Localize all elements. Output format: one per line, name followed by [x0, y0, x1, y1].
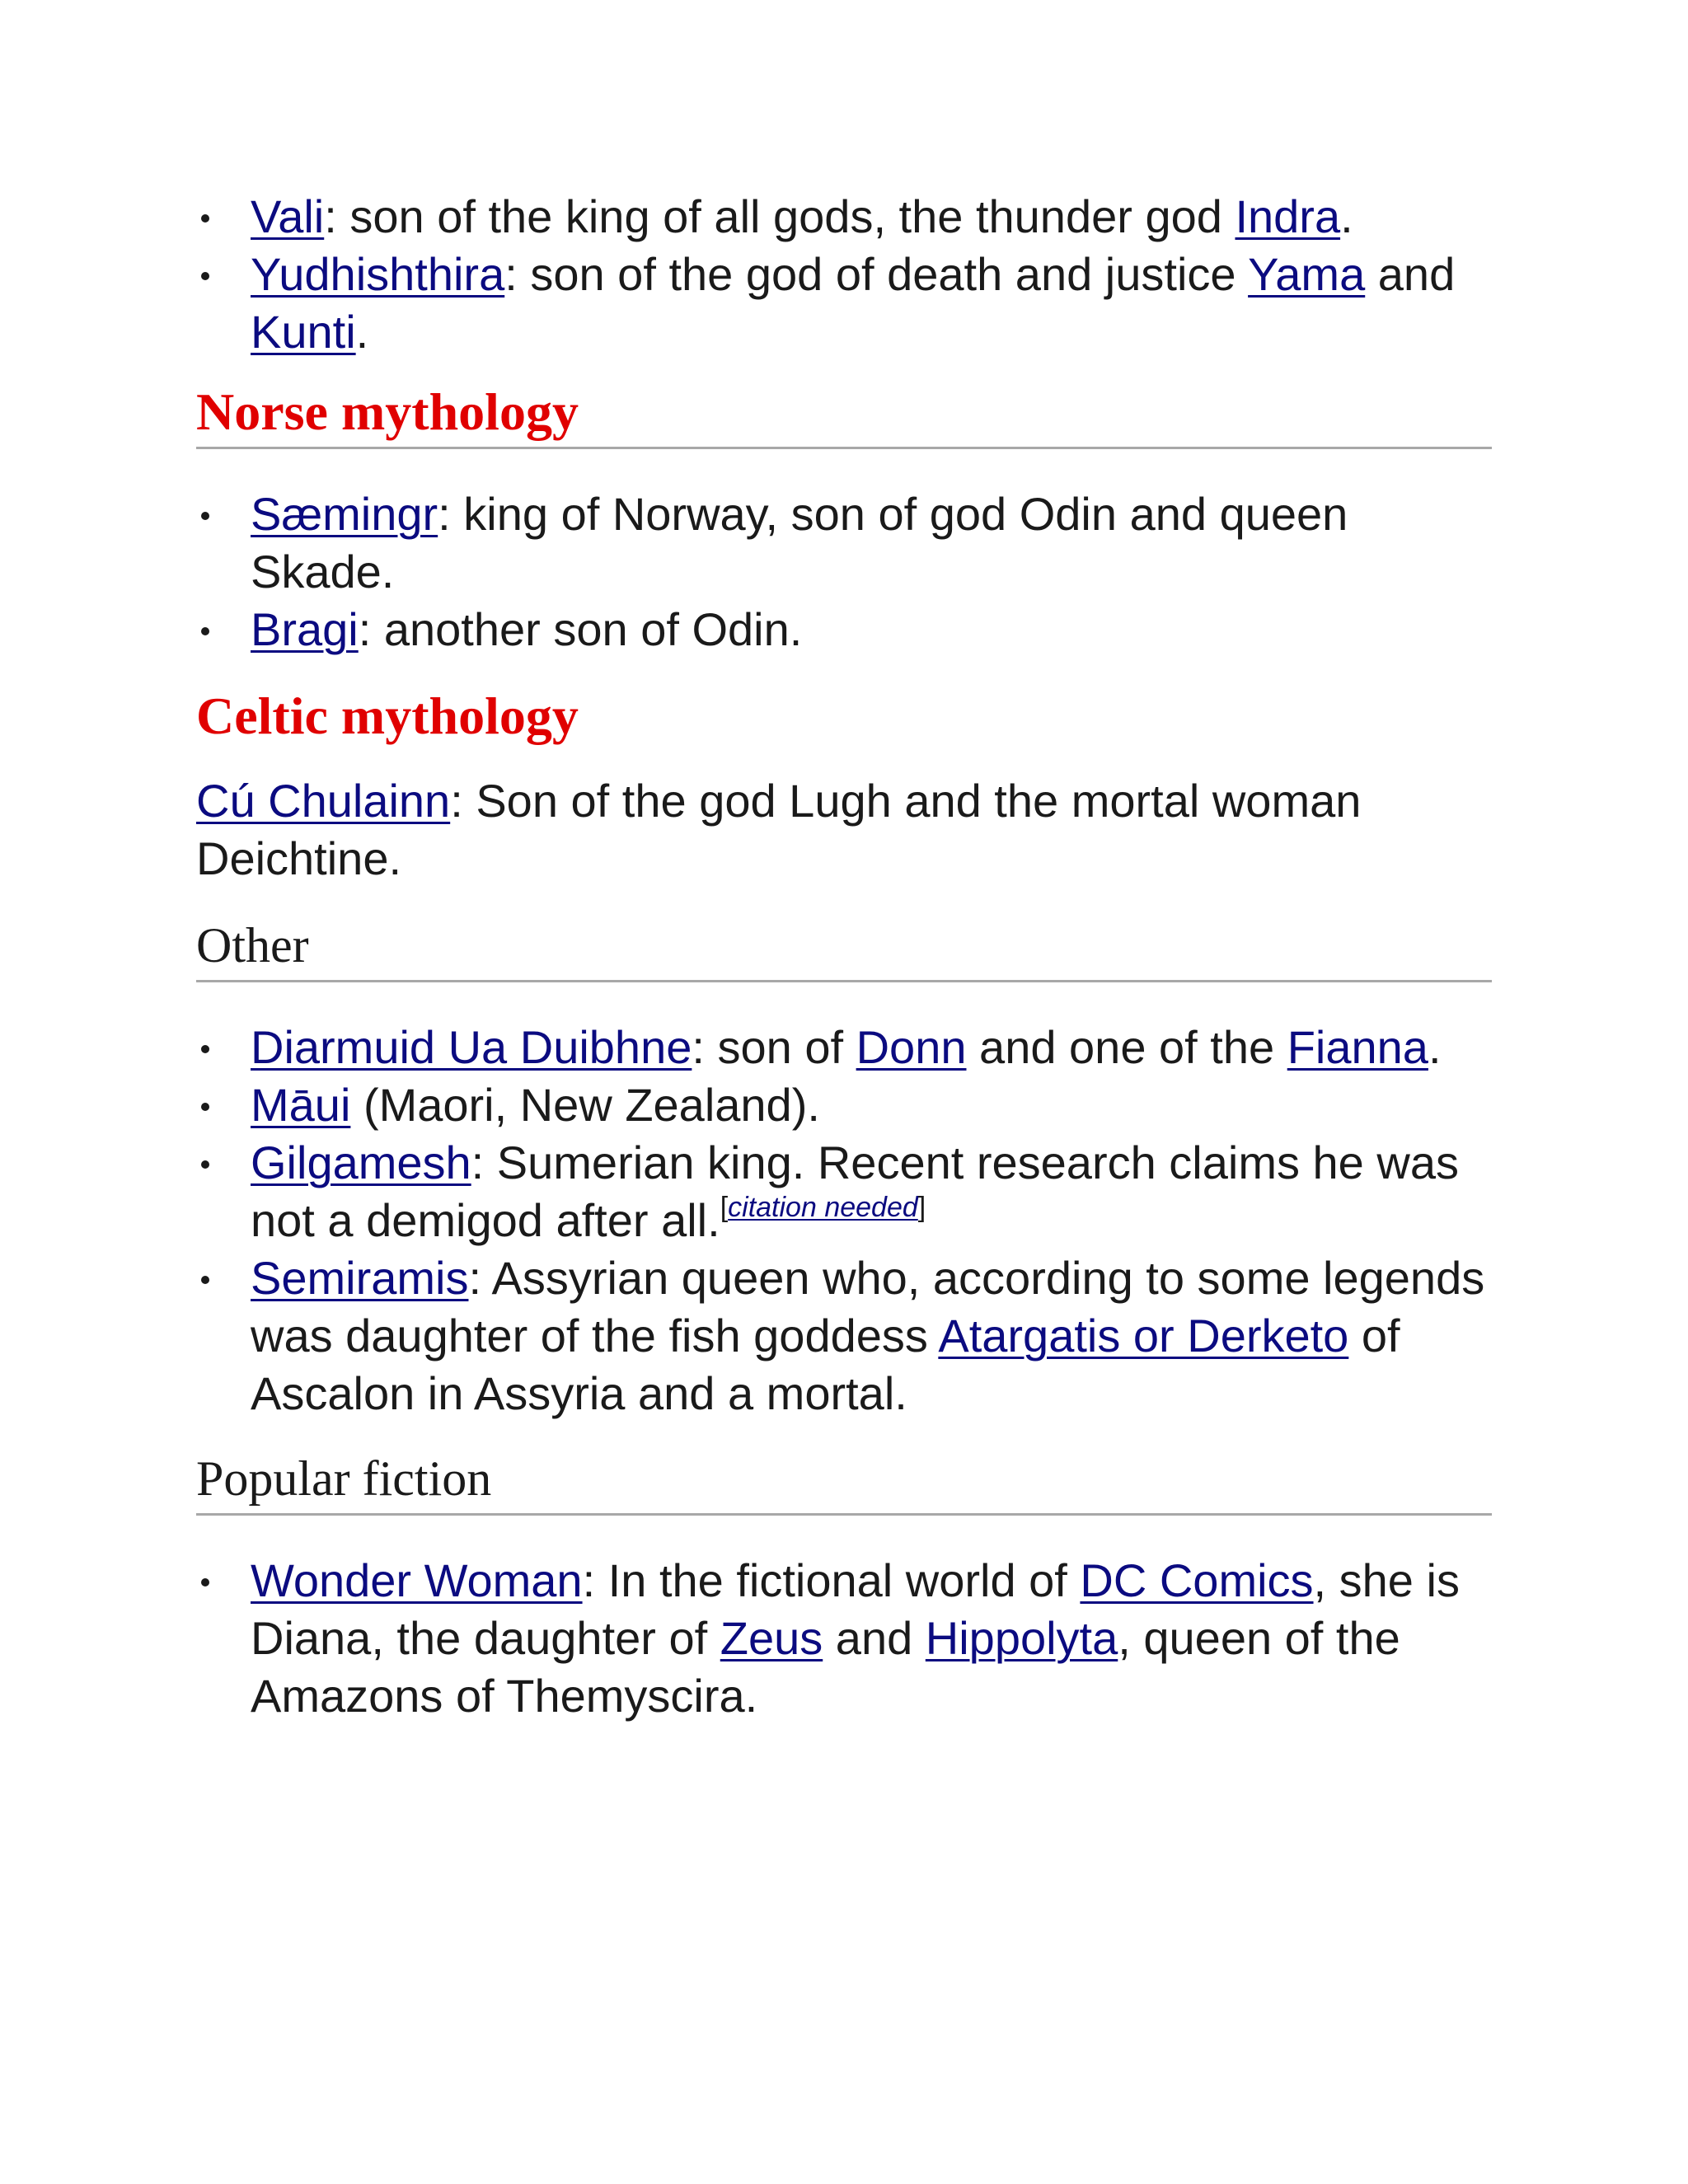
link-saemingr[interactable]: Sæmingr: [251, 488, 438, 540]
section-divider: [196, 1513, 1492, 1516]
list-item: [196, 1249, 1492, 1422]
fiction-list: [196, 1552, 1492, 1725]
list-item: [196, 246, 1492, 361]
list-item: [196, 1134, 1492, 1249]
item-text: , queen of the Amazons of Themyscira.: [251, 1612, 1400, 1722]
link-gilgamesh[interactable]: Gilgamesh: [251, 1137, 471, 1188]
citation-bracket: [: [720, 1192, 729, 1223]
list-item: [196, 188, 1492, 246]
item-text: : king of Norway, son of god Odin and queen Skade.: [251, 488, 1348, 598]
celtic-paragraph: [196, 772, 1492, 888]
document-page: [196, 188, 1492, 1725]
link-wonder-woman[interactable]: Wonder Woman: [251, 1554, 583, 1606]
section-divider: [196, 447, 1492, 449]
hindu-demigod-list: [196, 188, 1492, 361]
item-text: : Assyrian queen who, according to some legends was daughter of the fish goddess: [251, 1252, 1485, 1361]
item-text: of Ascalon in Assyria and a mortal.: [251, 1310, 1400, 1419]
item-text: : son of: [692, 1021, 856, 1073]
item-text: .: [1428, 1021, 1442, 1073]
link-kunti[interactable]: Kunti: [251, 306, 356, 358]
other-heading: Other: [196, 918, 309, 972]
item-text: and: [823, 1612, 926, 1664]
list-item: [196, 601, 1492, 658]
link-indra[interactable]: Indra: [1235, 190, 1341, 242]
item-text: and: [1365, 248, 1456, 300]
item-text: : son of the god of death and justice: [504, 248, 1249, 300]
item-text: : Sumerian king. Recent research claims he was not a demigod after all.: [251, 1137, 1459, 1246]
citation-bracket: ]: [917, 1192, 926, 1223]
link-hippolyta[interactable]: Hippolyta: [925, 1612, 1118, 1664]
list-item: [196, 1076, 1492, 1134]
link-donn[interactable]: Donn: [856, 1021, 967, 1073]
item-text: .: [1340, 190, 1353, 242]
link-yama[interactable]: Yama: [1248, 248, 1366, 300]
link-zeus[interactable]: Zeus: [720, 1612, 823, 1664]
item-text: .: [355, 306, 369, 358]
link-bragi[interactable]: Bragi: [251, 603, 359, 655]
link-diarmuid[interactable]: Diarmuid Ua Duibhne: [251, 1021, 692, 1073]
celtic-heading: Celtic mythology: [196, 687, 579, 745]
link-maui[interactable]: Māui: [251, 1079, 351, 1131]
item-text: : another son of Odin.: [358, 603, 803, 655]
link-fianna[interactable]: Fianna: [1287, 1021, 1428, 1073]
other-list: [196, 1019, 1492, 1422]
norse-heading: Norse mythology: [196, 382, 579, 441]
fiction-heading: Popular fiction: [196, 1451, 492, 1506]
link-dc-comics[interactable]: DC Comics: [1080, 1554, 1314, 1606]
item-text: : son of the king of all gods, the thunder god: [324, 190, 1236, 242]
norse-list: [196, 485, 1492, 658]
citation-needed: [720, 1192, 926, 1223]
section-divider: [196, 980, 1492, 982]
link-vali[interactable]: Vali: [251, 190, 325, 242]
list-item: [196, 1019, 1492, 1076]
list-item: [196, 1552, 1492, 1725]
link-semiramis[interactable]: Semiramis: [251, 1252, 469, 1304]
link-atargatis[interactable]: Atargatis or Derketo: [938, 1310, 1349, 1361]
item-text: , she is Diana, the daughter of: [251, 1554, 1460, 1664]
link-citation-needed[interactable]: citation needed: [728, 1192, 918, 1223]
item-text: and one of the: [966, 1021, 1287, 1073]
paragraph-text: : Son of the god Lugh and the mortal woman Deichtine.: [196, 775, 1362, 884]
link-yudhishthira[interactable]: Yudhishthira: [251, 248, 505, 300]
list-item: [196, 485, 1492, 601]
link-cu-chulainn[interactable]: Cú Chulainn: [196, 775, 451, 827]
item-text: (Maori, New Zealand).: [350, 1079, 820, 1131]
item-text: : In the fictional world of: [582, 1554, 1081, 1606]
